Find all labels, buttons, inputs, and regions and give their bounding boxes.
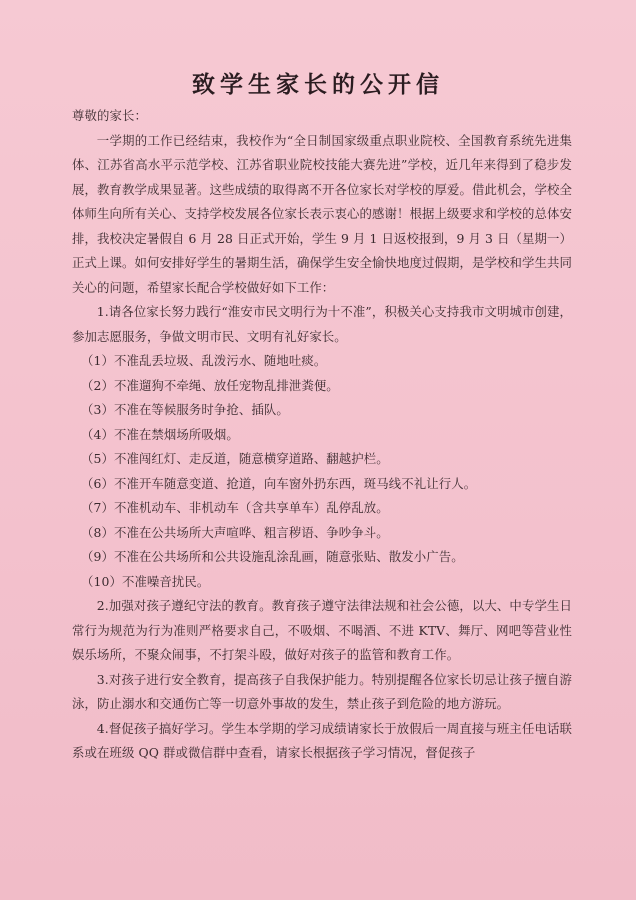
intro-paragraph: 一学期的工作已经结束，我校作为“全日制国家级重点职业院校、全国教育系统先进集体、江苏省高水平示范学校、江苏省职业院校技能大赛先进”学校，近几年来得到了稳步发展，教育教学成果显著。这些成绩的取得离不开各位家长对学校的厚爱。借此机会，学校全体师生向所有关心、支持学校发展各位家长表示衷心的感谢！根据上级要求和学校的总体安排，我校决定暑假自 6 月 28 日正式开始，学生 9 月 1 日返校报到，9 月 3 日（星期一）正式上课。如何安排好学生的暑期生活，确保学生安全愉快地度过假期，是学校和学生共同关心的问题，希望家长配合学校做好如下工作： xyxy=(72,132,573,295)
point-2: 2.加强对孩子遵纪守法的教育。教育孩子遵守法律法规和社会公德，以大、中专学生日常行为规范为行为准则严格要求自己，不吸烟、不喝酒、不进 KTV、舞厅、网吧等营业性娱乐场所，不聚众闹事，不打架斗殴，做好对孩子的监管和教育工作。 xyxy=(72,598,572,662)
rule-item: （5）不准闯红灯、走反道，随意横穿道路、翻越护栏。 xyxy=(81,451,389,466)
point-3: 3.对孩子进行安全教育，提高孩子自我保护能力。特别提醒各位家长切忌让孩子擅自游泳，防止溺水和交通伤亡等一切意外事故的发生，禁止孩子到危险的地方游玩。 xyxy=(72,671,572,711)
point-4: 4.督促孩子搞好学习。学生本学期的学习成绩请家长于放假后一周直接与班主任电话联系或在班级 QQ 群或微信群中查看，请家长根据孩子学习情况，督促孩子 xyxy=(72,720,572,760)
rule-item: （8）不准在公共场所大声喧哗、粗言秽语、争吵争斗。 xyxy=(81,524,389,540)
rule-item: （3）不准在等候服务时争抢、插队。 xyxy=(81,402,289,417)
rule-item: （2）不准遛狗不牵绳、放任宠物乱排泄粪便。 xyxy=(81,377,339,393)
rule-item: （9）不准在公共场所和公共设施乱涂乱画，随意张贴、散发小广告。 xyxy=(81,549,464,564)
rule-item: （4）不准在禁烟场所吸烟。 xyxy=(81,426,239,442)
point-1: 1.请各位家长努力践行“淮安市民文明行为十不准”，积极关心支持我市文明城市创建，参加志愿服务，争做文明市民、文明有礼好家长。 xyxy=(72,304,572,344)
letter-body xyxy=(72,104,572,766)
rule-item: （7）不准机动车、非机动车（含共享单车）乱停乱放。 xyxy=(81,500,389,515)
salutation: 尊敬的家长： xyxy=(72,108,147,123)
rule-item: （6）不准开车随意变道、抢道，向车窗外扔东西，斑马线不礼让行人。 xyxy=(81,475,477,491)
rule-item: （1）不准乱丢垃圾、乱泼污水、随地吐痰。 xyxy=(81,353,327,368)
rule-item: （10）不准噪音扰民。 xyxy=(81,573,210,589)
letter-title: 致学生家长的公开信 xyxy=(192,71,444,98)
